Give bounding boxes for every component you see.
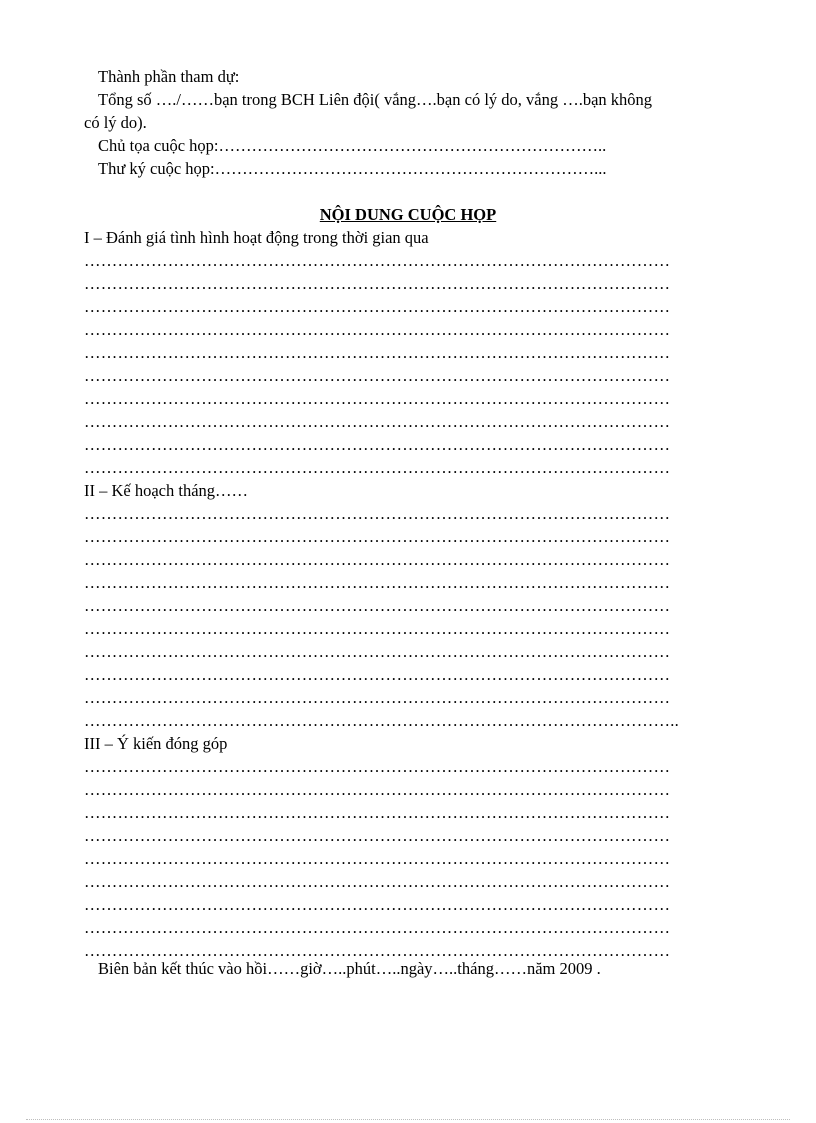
dotted-line: …………………………………………………………………………………………… — [84, 872, 671, 891]
dotted-line: …………………………………………………………………………………………… — [84, 435, 671, 454]
dotted-line: …………………………………………………………………………………………… — [84, 274, 671, 293]
chair-line: Chủ tọa cuộc họp:…………………………………………………………….. — [98, 136, 607, 155]
dotted-line: …………………………………………………………………………………………… — [84, 619, 671, 638]
dotted-line: …………………………………………………………………………………………… — [84, 297, 671, 316]
total-attendance-line: Tổng số …./……bạn trong BCH Liên đội( vắng….bạn có lý do, vắng ….bạn không — [98, 90, 653, 109]
total-attendance-line-continued: có lý do). — [84, 113, 147, 132]
dotted-line: …………………………………………………………………………………………… — [84, 941, 671, 960]
dotted-line: …………………………………………………………………………………………… — [84, 550, 671, 569]
dotted-line: …………………………………………………………………………………………… — [84, 527, 671, 546]
closing-line: Biên bản kết thúc vào hồi……giờ…..phút…..ngày…..tháng……năm 2009 . — [98, 959, 601, 978]
dotted-line: …………………………………………………………………………………………… — [84, 251, 671, 270]
secretary-line: Thư ký cuộc họp:……………………………………………………………... — [98, 159, 607, 178]
dotted-line: …………………………………………………………………………………………… — [84, 757, 671, 776]
dotted-line: …………………………………………………………………………………………… — [84, 412, 671, 431]
participants-label: Thành phần tham dự: — [98, 67, 240, 86]
dotted-line: …………………………………………………………………………………………… — [84, 849, 671, 868]
dotted-line: …………………………………………………………………………………………… — [84, 642, 671, 661]
dotted-line: …………………………………………………………………………………………… — [84, 780, 671, 799]
dotted-line: …………………………………………………………………………………………… — [84, 573, 671, 592]
dotted-line: …………………………………………………………………………………………… — [84, 803, 671, 822]
dotted-line: …………………………………………………………………………………………… — [84, 895, 671, 914]
dotted-line: …………………………………………………………………………………………….. — [84, 711, 679, 730]
section-heading-2: II – Kế hoạch tháng…… — [84, 481, 249, 500]
dotted-line: …………………………………………………………………………………………… — [84, 665, 671, 684]
dotted-line: …………………………………………………………………………………………… — [84, 504, 671, 523]
page-footer-rule — [26, 1119, 790, 1120]
section-heading-1: I – Đánh giá tình hình hoạt động trong thời gian qua — [84, 228, 429, 247]
dotted-line: …………………………………………………………………………………………… — [84, 826, 671, 845]
dotted-line: …………………………………………………………………………………………… — [84, 320, 671, 339]
dotted-line: …………………………………………………………………………………………… — [84, 366, 671, 385]
dotted-line: …………………………………………………………………………………………… — [84, 688, 671, 707]
dotted-line: …………………………………………………………………………………………… — [84, 389, 671, 408]
document-title: NỘI DUNG CUỘC HỌP — [319, 205, 497, 224]
dotted-line: …………………………………………………………………………………………… — [84, 918, 671, 937]
dotted-line: …………………………………………………………………………………………… — [84, 596, 671, 615]
dotted-line: …………………………………………………………………………………………… — [84, 343, 671, 362]
section-heading-3: III – Ý kiến đóng góp — [84, 734, 228, 753]
dotted-line: …………………………………………………………………………………………… — [84, 458, 671, 477]
